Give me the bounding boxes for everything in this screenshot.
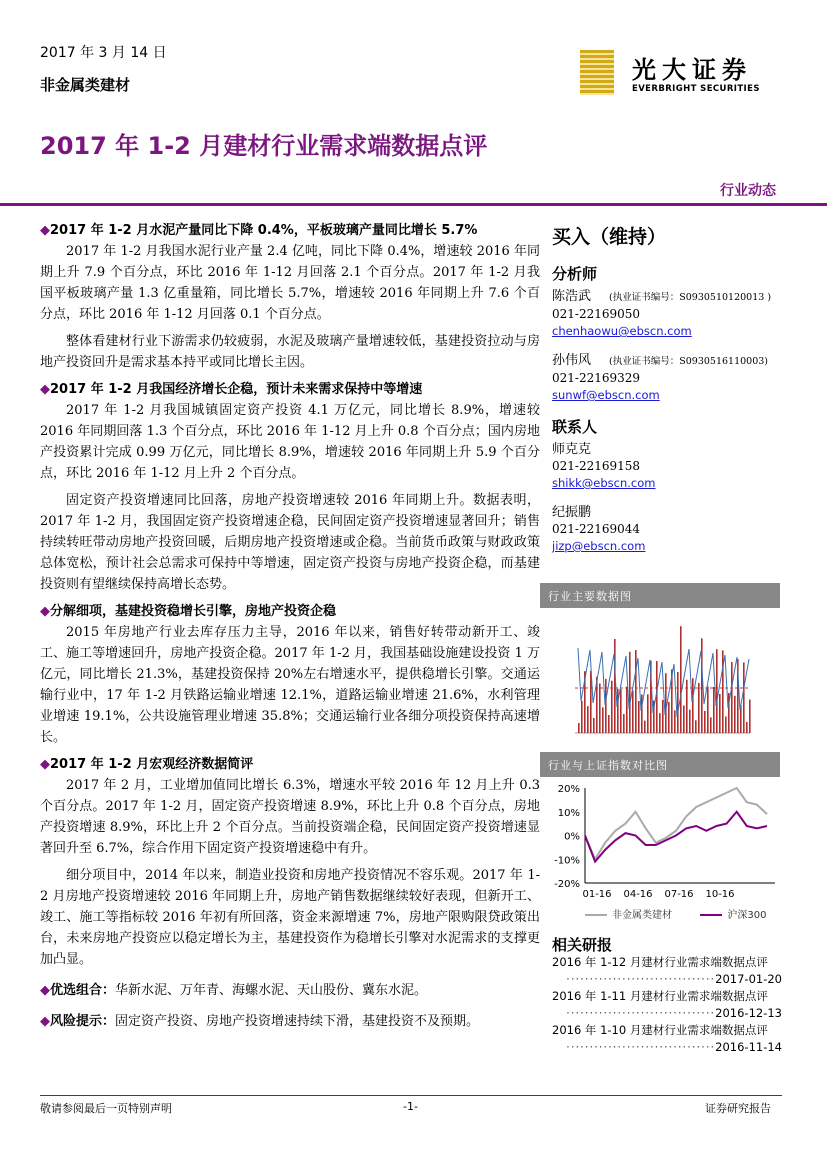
chart1-bar [692, 678, 694, 733]
report-type: 行业动态 [720, 183, 776, 199]
chart2-x-tick: 07-16 [664, 889, 694, 900]
chart2-x-tick: 01-16 [582, 889, 612, 900]
paragraph: 2015 年房地产行业去库存压力主导，2016 年以来，销售好转带动新开工、竣工、施工等增速回升，房地产投资企稳。2017 年 1-2 月，我国基础设施建设投资 1 万亿元，同比增长 21.3%，基建投资保持 20%左右增速水平，提供稳增长引擎。交通运输行业中，17 年 1-2 月铁路运输业增速 12.1%，道路运输业增速 21.6%，水利管理业增速 19.1%，公共设施管理业增速 35.8%；交通运输行业各细分项投资保持高速增长。 [40, 625, 540, 745]
chart1-bar [647, 694, 649, 733]
email-link[interactable]: jizp@ebscn.com [552, 539, 646, 553]
paragraph: 固定资产投资增速同比回落，房地产投资增速较 2016 年同期上升。数据表明，2017 年 1-2 月，我国固定资产投资增速企稳，民间固定资产投资增速显著回升；销售持续转旺带动房地产投资回暖，后期房地产投资增速或企稳。当前货币政策与财政政策总体宽松，预计社会总需求可保持中等增速，固定资产投资与房地产投资企稳，而基建投资则有望继续保持高增长态势。 [40, 493, 540, 592]
chart1-bar [611, 681, 613, 733]
page-number: -1- [403, 1100, 418, 1113]
chart1-bar [644, 721, 646, 733]
chart1-bar [716, 649, 718, 733]
dot-leader: ································ [566, 972, 716, 986]
person-name: 纪振鹏 [552, 505, 592, 520]
person-name-row [552, 441, 782, 458]
chart2-y-tick: 10% [557, 807, 580, 819]
chart1-bar [743, 663, 745, 734]
license-number: (执业证书编号：S0930510120013 ) [609, 292, 772, 303]
diamond-icon: ◆ [40, 223, 50, 238]
paragraph: 2017 年 1-2 月我国城镇固定资产投资 4.1 万亿元，同比增长 8.9%，增速较 2016 年同期回落 1.3 个百分点，环比 2016 年 1-12 月上升 0.8 个百分点；国内房地产投资累计完成 0.99 万亿元，同比增长 8.9%，增速较 2016 年同期上升 5.9 个百分点，环比 2016 年 1-12 月上升 2 个百分点。 [40, 403, 540, 481]
chart1-bar [677, 672, 679, 733]
phone: 021-22169329 [552, 371, 641, 385]
person-name-row [552, 288, 782, 306]
diamond-icon: ◆ [40, 757, 50, 772]
chart1-bar [683, 706, 685, 734]
chart1-bar [605, 679, 607, 733]
email-link[interactable]: sunwf@ebscn.com [552, 388, 660, 402]
legend-sector: 非金属类建材 [612, 910, 672, 921]
industry-data-chart [545, 608, 780, 758]
chart2-y-tick: 20% [557, 784, 580, 795]
logo-en: EVERBRIGHT SECURITIES [632, 84, 760, 94]
report-title: 2017 年 1-2 月建材行业需求端数据点评 [40, 132, 488, 160]
section-heading [40, 220, 540, 241]
related-report-date: 2017-01-20 [715, 972, 782, 986]
section-heading-text: 2017 年 1-2 月水泥产量同比下降 0.4%，平板玻璃产量同比增长 5.7% [50, 223, 478, 238]
report-date: 2017 年 3 月 14 日 [40, 45, 167, 61]
header-divider [0, 203, 827, 206]
diamond-icon: ◆ [40, 604, 50, 619]
footer-report-type: 证券研究报告 [705, 1102, 771, 1115]
chart2-y-tick: 0% [564, 831, 580, 843]
chart1-bar [587, 706, 589, 733]
phone: 021-22169044 [552, 522, 641, 536]
chart1-bar [698, 683, 700, 733]
chart1-bar [608, 715, 610, 733]
chart1-bar [674, 710, 676, 733]
chart1-bar [578, 723, 580, 733]
chart1-bar [638, 701, 640, 733]
related-report-link[interactable]: 2016 年 1-10 月建材行业需求端数据点评 [552, 1023, 768, 1037]
license-number: (执业证书编号：S0930516110003) [609, 356, 769, 367]
phone: 021-22169050 [552, 307, 641, 321]
analyst-card [552, 352, 782, 404]
section-heading [40, 1011, 540, 1032]
person-name: 师克克 [552, 442, 592, 457]
chart2-series-sector [585, 788, 767, 859]
section-heading-text: 分解细项，基建投资稳增长引擎，房地产投资企稳 [50, 604, 337, 619]
email-link[interactable]: chenhaowu@ebscn.com [552, 324, 692, 338]
email-link[interactable]: shikk@ebscn.com [552, 476, 656, 490]
related-report-date-row [552, 971, 782, 988]
contact-card [552, 441, 782, 492]
contact-heading: 联系人 [552, 418, 598, 436]
chart1-bar [731, 662, 733, 733]
chart1-bar [746, 722, 748, 733]
sidebar [552, 222, 782, 567]
section-inline-text: 华新水泥、万年青、海螺水泥、天山股份、冀东水泥。 [115, 983, 428, 998]
chart1-bar [620, 689, 622, 733]
analyst-heading: 分析师 [552, 265, 598, 283]
paragraph: 2017 年 2 月，工业增加值同比增长 6.3%，增速水平较 2016 年 12 月上升 0.3 个百分点。2017 年 1-2 月，固定资产投资增速 8.9%，环比上升 0.8 个百分点，房地产投资增速 8.9%，环比上升 2 个百分点。当前投资端企稳，民间固定资产投资增速显著回升至 6.7%，综合作用下固定资产投资增速稳中有升。 [40, 778, 540, 856]
chart1-bar [617, 689, 619, 733]
chart2-y-tick: -10% [554, 855, 580, 867]
contact-card [552, 504, 782, 555]
person-name-row [552, 352, 782, 370]
section-inline-text: 固定资产投资、房地产投资增速持续下滑，基建投资不及预期。 [115, 1014, 480, 1029]
chart1-bar [599, 684, 601, 734]
paragraph: 整体看建材行业下游需求仍较疲弱，水泥及玻璃产量增速较低，基建投资拉动与房地产投资回升是需求基本持平或同比增长主因。 [40, 334, 540, 370]
legend-hs300: 沪深300 [727, 910, 767, 921]
section-heading [40, 601, 540, 622]
section-heading-text: 2017 年 1-2 月宏观经济数据简评 [50, 757, 254, 772]
related-report-link[interactable]: 2016 年 1-11 月建材行业需求端数据点评 [552, 989, 768, 1003]
chart1-bar [635, 650, 637, 733]
logo-mark-icon [580, 50, 614, 95]
chart1-bar [689, 710, 691, 733]
company-logo [580, 50, 780, 100]
chart1-bar [593, 718, 595, 733]
related-reports [552, 937, 782, 1056]
chart2-series-hs300 [585, 812, 767, 862]
diamond-icon: ◆ [40, 382, 50, 397]
section-heading [40, 754, 540, 775]
person-name: 陈浩武 [552, 289, 592, 304]
chart1-bar [707, 686, 709, 733]
chart1-bar [665, 673, 667, 733]
section-heading [40, 980, 540, 1001]
chart1-bar [713, 687, 715, 733]
chart1-bar [725, 717, 727, 734]
section-heading [40, 379, 540, 400]
chart1-bar [704, 711, 706, 733]
chart2-x-tick: 04-16 [623, 889, 653, 900]
chart1-title: 行业主要数据图 [540, 583, 780, 608]
person-name: 孙伟风 [552, 353, 592, 368]
chart2-legend [585, 906, 766, 921]
chart2-x-tick: 10-16 [705, 889, 735, 900]
chart1-bar [662, 700, 664, 733]
paragraph: 细分项目中，2014 年以来，制造业投资和房地产投资情况不容乐观。2017 年 1-2 月房地产投资增速较 2016 年同期上升，房地产销售数据继续较好表现，但新开工、竣工、施工等指标较 2016 年初有所回落，资金来源增速 7%，房地产限购限贷政策出台，未来房地产投资应以稳定增长为主，基建投资作为稳增长引擎对水泥需求的支撑更加凸显。 [40, 868, 540, 967]
related-report-date: 2016-11-14 [715, 1040, 782, 1054]
paragraph: 2017 年 1-2 月我国水泥行业产量 2.4 亿吨，同比下降 0.4%，增速较 2016 年同期上升 7.9 个百分点，环比 2016 年 1-12 月回落 2.1 个百分点。2017 年 1-2 月我国平板玻璃产量 1.3 亿重量箱，同比增长 5.7%，增速较 2016 年同期上升 7.6 个百分点，环比 2016 年 1-12 月回落 0.1 个百分点。 [40, 244, 540, 322]
chart1-bar [626, 687, 628, 733]
dot-leader: ································ [566, 1040, 716, 1054]
chart1-bar [602, 707, 604, 733]
chart1-bar [719, 694, 721, 733]
chart1-bar [686, 680, 688, 733]
chart1-bar [632, 691, 634, 733]
chart1-bar [695, 720, 697, 733]
chart1-bar [749, 700, 751, 733]
index-comparison-chart [545, 778, 785, 923]
rating: 买入（维持） [552, 226, 667, 248]
analyst-card [552, 288, 782, 340]
legend-swatch-hs300 [700, 914, 722, 916]
diamond-icon: ◆ [40, 983, 50, 998]
footer-disclaimer: 敬请参阅最后一页特别声明 [40, 1102, 172, 1115]
chart1-bar [623, 714, 625, 733]
diamond-icon: ◆ [40, 1014, 50, 1029]
chart2-y-tick: -20% [554, 879, 580, 890]
phone: 021-22169158 [552, 459, 641, 473]
related-report-date: 2016-12-13 [715, 1006, 782, 1020]
chart2-title: 行业与上证指数对比图 [540, 752, 780, 777]
chart1-bar [710, 717, 712, 733]
section-heading-text: 优选组合： [50, 983, 116, 998]
sector-label: 非金属类建材 [40, 76, 131, 94]
section-heading-text: 2017 年 1-2 月我国经济增长企稳，预计未来需求保持中等增速 [50, 382, 423, 397]
related-report-link[interactable]: 2016 年 1-12 月建材行业需求端数据点评 [552, 955, 768, 969]
section-heading-text: 风险提示： [50, 1014, 116, 1029]
chart1-bar [629, 652, 631, 733]
logo-cn: 光大证券 [632, 55, 752, 84]
chart1-bar [680, 626, 682, 733]
chart1-bar [641, 695, 643, 734]
chart1-bar [659, 713, 661, 733]
related-report-date-row [552, 1005, 782, 1022]
footer-divider [40, 1095, 782, 1096]
chart1-bar [668, 702, 670, 733]
chart1-bar [734, 696, 736, 733]
related-report-date-row [552, 1039, 782, 1056]
main-content [40, 216, 540, 1032]
person-name-row [552, 504, 782, 521]
dot-leader: ································ [566, 1006, 716, 1020]
legend-swatch-sector [585, 914, 607, 916]
related-heading: 相关研报 [552, 936, 613, 954]
chart1-bar [581, 701, 583, 733]
